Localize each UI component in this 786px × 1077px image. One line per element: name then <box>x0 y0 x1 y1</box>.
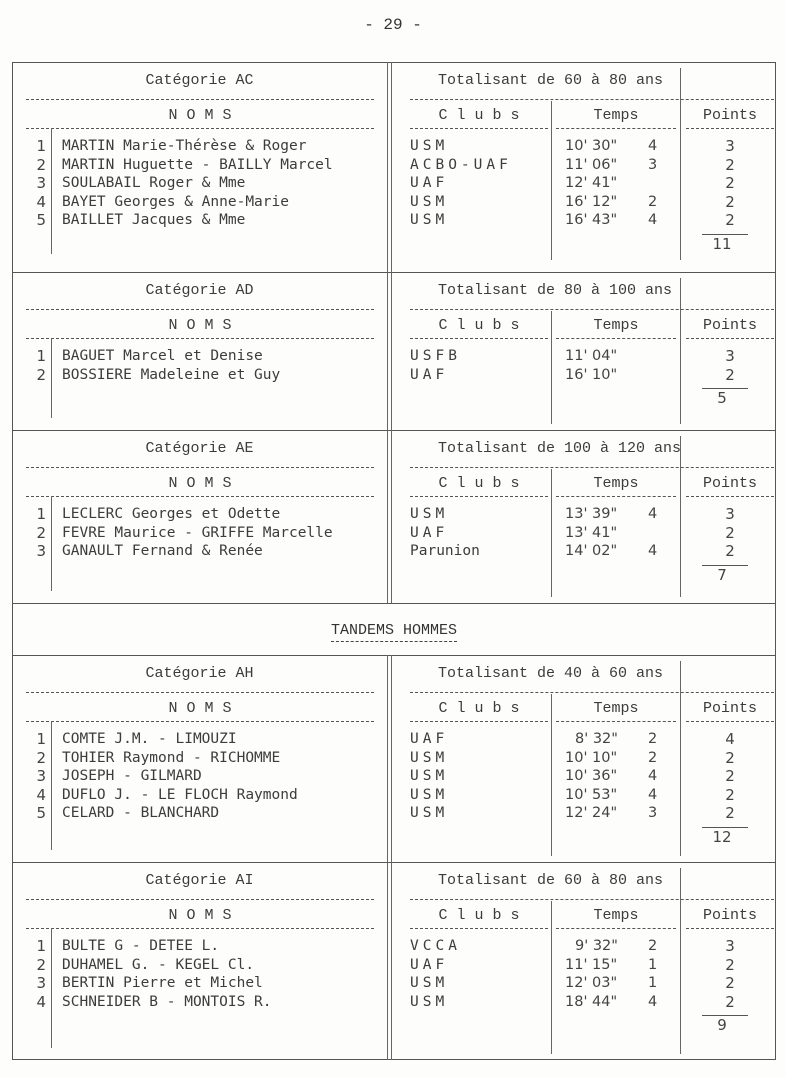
title-rule <box>26 467 374 468</box>
column-divider <box>551 901 552 1054</box>
club-name: Parunion <box>410 543 480 559</box>
header-rule <box>410 496 548 497</box>
entrant-name: GANAULT Fernand & Renée <box>62 543 263 559</box>
time: 11' 15" <box>565 956 618 973</box>
club-name: USFB <box>410 348 461 364</box>
header-rule <box>26 721 374 722</box>
section-divider <box>12 603 776 604</box>
section-divider <box>12 655 776 656</box>
age-range-title: Totalisant de 100 à 120 ans <box>438 440 682 457</box>
time: 8' 32" <box>575 731 618 747</box>
time-fraction: 4 <box>648 786 658 803</box>
rank: 1 <box>36 730 46 748</box>
time-fraction: 4 <box>648 768 658 784</box>
header-temps: Temps <box>593 700 639 717</box>
time: 16' 10" <box>565 366 618 383</box>
header-temps: Temps <box>593 907 639 924</box>
points: 2 <box>725 992 735 1011</box>
rank: 3 <box>36 174 46 192</box>
entrant-name: DUHAMEL G. - KEGEL Cl. <box>62 956 255 973</box>
time-fraction: 4 <box>648 506 658 522</box>
header-rule <box>26 496 374 497</box>
club-name: UAF <box>410 175 449 191</box>
points: 2 <box>725 785 735 804</box>
rank: 3 <box>36 542 46 560</box>
time: 12' 03" <box>565 975 618 991</box>
rank: 1 <box>36 137 46 155</box>
entrant-name: BERTIN Pierre et Michel <box>62 975 263 991</box>
rank: 2 <box>36 748 46 767</box>
rank: 4 <box>36 192 46 211</box>
title-rule <box>26 899 374 900</box>
points: 3 <box>725 505 735 523</box>
points-total: 12 <box>712 827 732 846</box>
header-clubs: C l u b s <box>438 907 520 924</box>
rank: 1 <box>36 347 46 365</box>
header-noms: N O M S <box>168 107 232 124</box>
header-clubs: C l u b s <box>438 700 520 717</box>
entrant-name: BAILLET Jacques & Mme <box>62 212 246 228</box>
points-total: 11 <box>712 234 732 253</box>
rank: 1 <box>36 505 46 523</box>
header-temps: Temps <box>593 475 639 492</box>
entrant-name: BAGUET Marcel et Denise <box>62 348 263 364</box>
time: 13' 41" <box>565 524 618 541</box>
points: 2 <box>725 748 735 767</box>
time: 12' 24" <box>565 805 618 821</box>
time: 13' 39" <box>565 506 618 522</box>
column-divider <box>551 694 552 856</box>
section-divider <box>12 430 776 431</box>
time: 11' 06" <box>565 156 618 173</box>
rank-divider <box>51 496 52 591</box>
points: 2 <box>725 767 735 785</box>
category-title: Catégorie AD <box>145 282 254 299</box>
time: 11' 04" <box>565 348 618 364</box>
rank-divider <box>51 721 52 850</box>
club-name: USM <box>410 749 449 766</box>
header-points: Points <box>702 700 757 717</box>
rank-divider <box>51 128 52 254</box>
entrant-name: BOSSIERE Madeleine et Guy <box>62 366 281 383</box>
category-title: Catégorie AH <box>145 665 254 682</box>
entrant-name: SCHNEIDER B - MONTOIS R. <box>62 993 272 1010</box>
points-total: 5 <box>717 389 727 407</box>
points: 3 <box>725 137 735 155</box>
rank-divider <box>51 928 52 1048</box>
title-rule <box>26 692 374 693</box>
rank: 3 <box>36 767 46 785</box>
header-noms: N O M S <box>168 907 232 924</box>
rank: 5 <box>36 804 46 822</box>
points: 2 <box>725 365 735 384</box>
category-title: Catégorie AC <box>145 72 254 89</box>
header-rule <box>556 496 676 497</box>
entrant-name: BULTE G - DETEE L. <box>62 938 220 954</box>
header-points: Points <box>702 475 757 492</box>
header-points: Points <box>702 907 757 924</box>
time: 10' 36" <box>565 768 618 784</box>
column-divider <box>551 311 552 424</box>
club-name: USM <box>410 993 449 1010</box>
rank-divider <box>51 338 52 418</box>
header-rule <box>686 928 774 929</box>
header-rule <box>686 128 774 129</box>
header-rule <box>410 721 548 722</box>
time: 16' 12" <box>565 193 618 210</box>
entrant-name: MARTIN Huguette - BAILLY Marcel <box>62 156 333 173</box>
time: 10' 10" <box>565 749 618 766</box>
time-fraction: 2 <box>648 749 658 766</box>
column-divider <box>680 68 681 260</box>
header-points: Points <box>702 317 757 334</box>
points: 2 <box>725 804 735 822</box>
header-rule <box>26 128 374 129</box>
header-rule <box>556 128 676 129</box>
header-rule <box>556 721 676 722</box>
points: 2 <box>725 192 735 211</box>
entrant-name: JOSEPH - GILMARD <box>62 768 202 784</box>
time-fraction: 2 <box>648 731 658 747</box>
header-noms: N O M S <box>168 475 232 492</box>
time: 10' 53" <box>565 786 618 803</box>
club-name: USM <box>410 975 449 991</box>
time-fraction: 4 <box>648 138 658 154</box>
club-name: VCCA <box>410 938 461 954</box>
entrant-name: SOULABAIL Roger & Mme <box>62 175 246 191</box>
header-rule <box>410 338 548 339</box>
age-range-title: Totalisant de 60 à 80 ans <box>438 72 664 89</box>
title-rule <box>26 309 374 310</box>
age-range-title: Totalisant de 60 à 80 ans <box>438 872 664 889</box>
rank: 2 <box>36 523 46 542</box>
points: 4 <box>725 730 735 748</box>
column-divider <box>387 655 392 862</box>
time: 12' 41" <box>565 175 618 191</box>
time-fraction: 3 <box>648 156 658 173</box>
age-range-title: Totalisant de 40 à 60 ans <box>438 665 664 682</box>
header-rule <box>26 338 374 339</box>
time-fraction: 1 <box>648 956 658 973</box>
rank: 4 <box>36 992 46 1011</box>
time-fraction: 2 <box>648 193 658 210</box>
header-rule <box>26 928 374 929</box>
rank: 2 <box>36 155 46 174</box>
title-rule <box>410 899 774 900</box>
column-divider <box>387 272 392 430</box>
title-rule <box>26 99 374 100</box>
header-rule <box>556 338 676 339</box>
points: 2 <box>725 155 735 174</box>
category-title: Catégorie AI <box>145 872 254 889</box>
points: 2 <box>725 174 735 192</box>
section-divider <box>12 862 776 863</box>
time: 14' 02" <box>565 543 618 559</box>
time-fraction: 4 <box>648 543 658 559</box>
column-divider <box>387 862 392 1060</box>
entrant-name: TOHIER Raymond - RICHOMME <box>62 749 281 766</box>
header-rule <box>686 338 774 339</box>
age-range-title: Totalisant de 80 à 100 ans <box>438 282 673 299</box>
title-rule <box>410 309 774 310</box>
column-divider <box>551 101 552 260</box>
points: 2 <box>725 542 735 560</box>
points: 2 <box>725 955 735 974</box>
title-rule <box>410 99 774 100</box>
header-noms: N O M S <box>168 317 232 334</box>
club-name: USM <box>410 786 449 803</box>
header-clubs: C l u b s <box>438 317 520 334</box>
points: 2 <box>725 974 735 992</box>
points: 2 <box>725 211 735 229</box>
header-clubs: C l u b s <box>438 107 520 124</box>
header-noms: N O M S <box>168 700 232 717</box>
club-name: USM <box>410 805 449 821</box>
time: 9' 32" <box>575 938 618 954</box>
header-rule <box>686 721 774 722</box>
rank: 4 <box>36 785 46 804</box>
title-rule <box>410 467 774 468</box>
points: 3 <box>725 347 735 365</box>
rank: 1 <box>36 937 46 955</box>
points-total: 9 <box>717 1016 727 1034</box>
club-name: USM <box>410 506 449 522</box>
time: 16' 43" <box>565 212 618 228</box>
section-divider <box>12 272 776 273</box>
club-name: UAF <box>410 731 449 747</box>
header-rule <box>686 496 774 497</box>
header-clubs: C l u b s <box>438 475 520 492</box>
header-rule <box>410 128 548 129</box>
rank: 3 <box>36 974 46 992</box>
club-name: USM <box>410 768 449 784</box>
time-fraction: 4 <box>648 993 658 1010</box>
points: 2 <box>725 523 735 542</box>
club-name: UAF <box>410 366 449 383</box>
time: 18' 44" <box>565 993 618 1010</box>
rank: 2 <box>36 955 46 974</box>
header-points: Points <box>702 107 757 124</box>
entrant-name: DUFLO J. - LE FLOCH Raymond <box>62 786 298 803</box>
column-divider <box>387 430 392 603</box>
club-name: UAF <box>410 524 449 541</box>
time: 10' 30" <box>565 138 618 154</box>
entrant-name: BAYET Georges & Anne-Marie <box>62 193 289 210</box>
rank: 2 <box>36 365 46 384</box>
section-title-tandems-hommes: TANDEMS HOMMES <box>12 622 776 639</box>
points-total: 7 <box>717 565 727 584</box>
entrant-name: CELARD - BLANCHARD <box>62 805 220 821</box>
title-rule <box>410 692 774 693</box>
points: 3 <box>725 937 735 955</box>
column-divider <box>387 62 392 272</box>
entrant-name: LECLERC Georges et Odette <box>62 506 281 522</box>
club-name: USM <box>410 193 449 210</box>
rank: 5 <box>36 211 46 229</box>
entrant-name: MARTIN Marie-Thérèse & Roger <box>62 138 307 154</box>
club-name: USM <box>410 138 449 154</box>
club-name: UAF <box>410 956 449 973</box>
time-fraction: 3 <box>648 805 658 821</box>
time-fraction: 4 <box>648 212 658 228</box>
page-number: - 29 - <box>364 16 422 34</box>
club-name: ACBO-UAF <box>410 156 512 173</box>
time-fraction: 2 <box>648 938 658 954</box>
entrant-name: COMTE J.M. - LIMOUZI <box>62 731 237 747</box>
header-rule <box>556 928 676 929</box>
header-temps: Temps <box>593 317 639 334</box>
time-fraction: 1 <box>648 975 658 991</box>
club-name: USM <box>410 212 449 228</box>
header-temps: Temps <box>593 107 639 124</box>
column-divider <box>551 469 552 597</box>
header-rule <box>410 928 548 929</box>
category-title: Catégorie AE <box>145 440 254 457</box>
entrant-name: FEVRE Maurice - GRIFFE Marcelle <box>62 524 333 541</box>
